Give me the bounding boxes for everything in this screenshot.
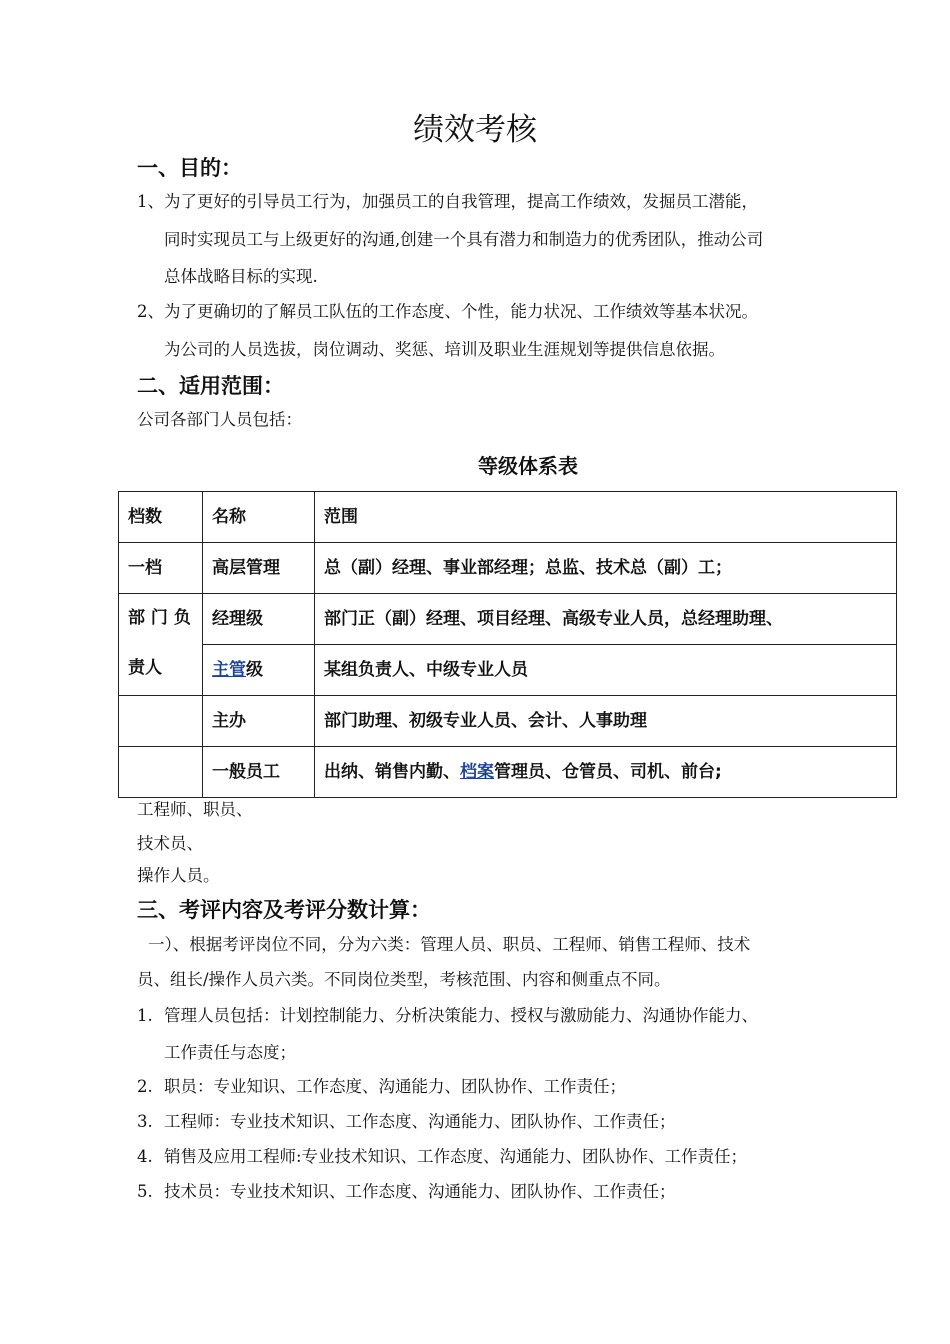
table-cell: 高层管理 [203, 543, 315, 594]
table-header-row [119, 492, 897, 543]
table-header-cell: 名称 [203, 492, 315, 543]
paragraph-line: 为了更确切的了解员工队伍的工作态度、个性，能力状况、工作绩效等基本状况。 [164, 302, 758, 321]
list-item: 职员：专业知识、工作态度、沟通能力、团队协作、工作责任； [164, 1077, 626, 1096]
dept-label-line: 责人 [128, 658, 162, 678]
paragraph-line: 同时实现员工与上级更好的沟通,创建一个具有潜力和制造力的优秀团队，推动公司 [164, 230, 764, 249]
page-title: 绩效考核 [413, 112, 537, 148]
archive-link[interactable]: 档案 [460, 762, 494, 782]
table-cell-text: 管理员、仓管员、司机、前台; [494, 762, 722, 782]
paragraph-line: 为了更好的引导员工行为，加强员工的自我管理，提高工作绩效，发掘员工潜能， [164, 192, 758, 211]
section-heading-purpose: 一、目的： [137, 156, 242, 180]
list-item: 管理人员包括：计划控制能力、分析决策能力、授权与激励能力、沟通协作能力、 [164, 1006, 758, 1025]
table-cell: 总（副）经理、事业部经理；总监、技术总（副）工； [315, 543, 897, 594]
role-line: 技术员、 [137, 834, 203, 853]
table-cell: 一般员工 [203, 747, 315, 798]
table-cell: 某组负责人、中级专业人员 [315, 645, 897, 696]
table-header-cell: 档数 [119, 492, 203, 543]
table-header-cell: 范围 [315, 492, 897, 543]
list-number: 1、 [137, 192, 164, 211]
table-caption: 等级体系表 [478, 454, 578, 478]
list-number: 4. [137, 1147, 153, 1166]
list-item: 工作责任与态度； [164, 1043, 296, 1062]
list-number: 1. [137, 1006, 153, 1025]
list-number: 2. [137, 1077, 153, 1096]
table-cell-dept [119, 594, 203, 696]
table-cell: 经理级 [203, 594, 315, 645]
role-line: 操作人员。 [137, 866, 220, 885]
table-cell [203, 645, 315, 696]
table-row [119, 543, 897, 594]
table-cell: 部门正（副）经理、项目经理、高级专业人员，总经理助理、 [315, 594, 897, 645]
section-heading-evaluation: 三、考评内容及考评分数计算： [137, 898, 431, 922]
grade-table [118, 491, 897, 798]
table-cell-text: 级 [246, 660, 263, 680]
table-row [119, 594, 897, 645]
list-number: 2、 [137, 302, 164, 321]
table-cell-text: 出纳、销售内勤、 [324, 762, 460, 782]
list-number: 3. [137, 1112, 153, 1131]
paragraph-line: 一）、根据考评岗位不同，分为六类：管理人员、职员、工程师、销售工程师、技术 [148, 935, 751, 954]
table-cell [315, 747, 897, 798]
table-row [119, 747, 897, 798]
table-cell: 部门助理、初级专业人员、会计、人事助理 [315, 696, 897, 747]
scope-intro: 公司各部门人员包括： [137, 410, 302, 429]
list-item: 工程师：专业技术知识、工作态度、沟通能力、团队协作、工作责任； [164, 1112, 676, 1131]
table-cell [119, 696, 203, 747]
table-cell [119, 747, 203, 798]
table-cell: 主办 [203, 696, 315, 747]
list-item: 销售及应用工程师:专业技术知识、工作态度、沟通能力、团队协作、工作责任； [164, 1147, 748, 1166]
table-row [119, 696, 897, 747]
paragraph-line: 员、组长/操作人员六类。不同岗位类型，考核范围、内容和侧重点不同。 [137, 970, 671, 989]
list-item: 技术员：专业技术知识、工作态度、沟通能力、团队协作、工作责任； [164, 1182, 676, 1201]
table-cell: 一档 [119, 543, 203, 594]
dept-label-line: 部 门 负 [128, 608, 191, 628]
supervisor-link[interactable]: 主管 [212, 660, 246, 680]
role-line: 工程师、职员、 [137, 800, 253, 819]
list-number: 5. [137, 1182, 153, 1201]
section-heading-scope: 二、适用范围： [137, 374, 284, 398]
paragraph-line: 为公司的人员选拔，岗位调动、奖惩、培训及职业生涯规划等提供信息依据。 [164, 340, 725, 359]
paragraph-line: 总体战略目标的实现. [164, 267, 318, 286]
table-row [119, 645, 897, 696]
